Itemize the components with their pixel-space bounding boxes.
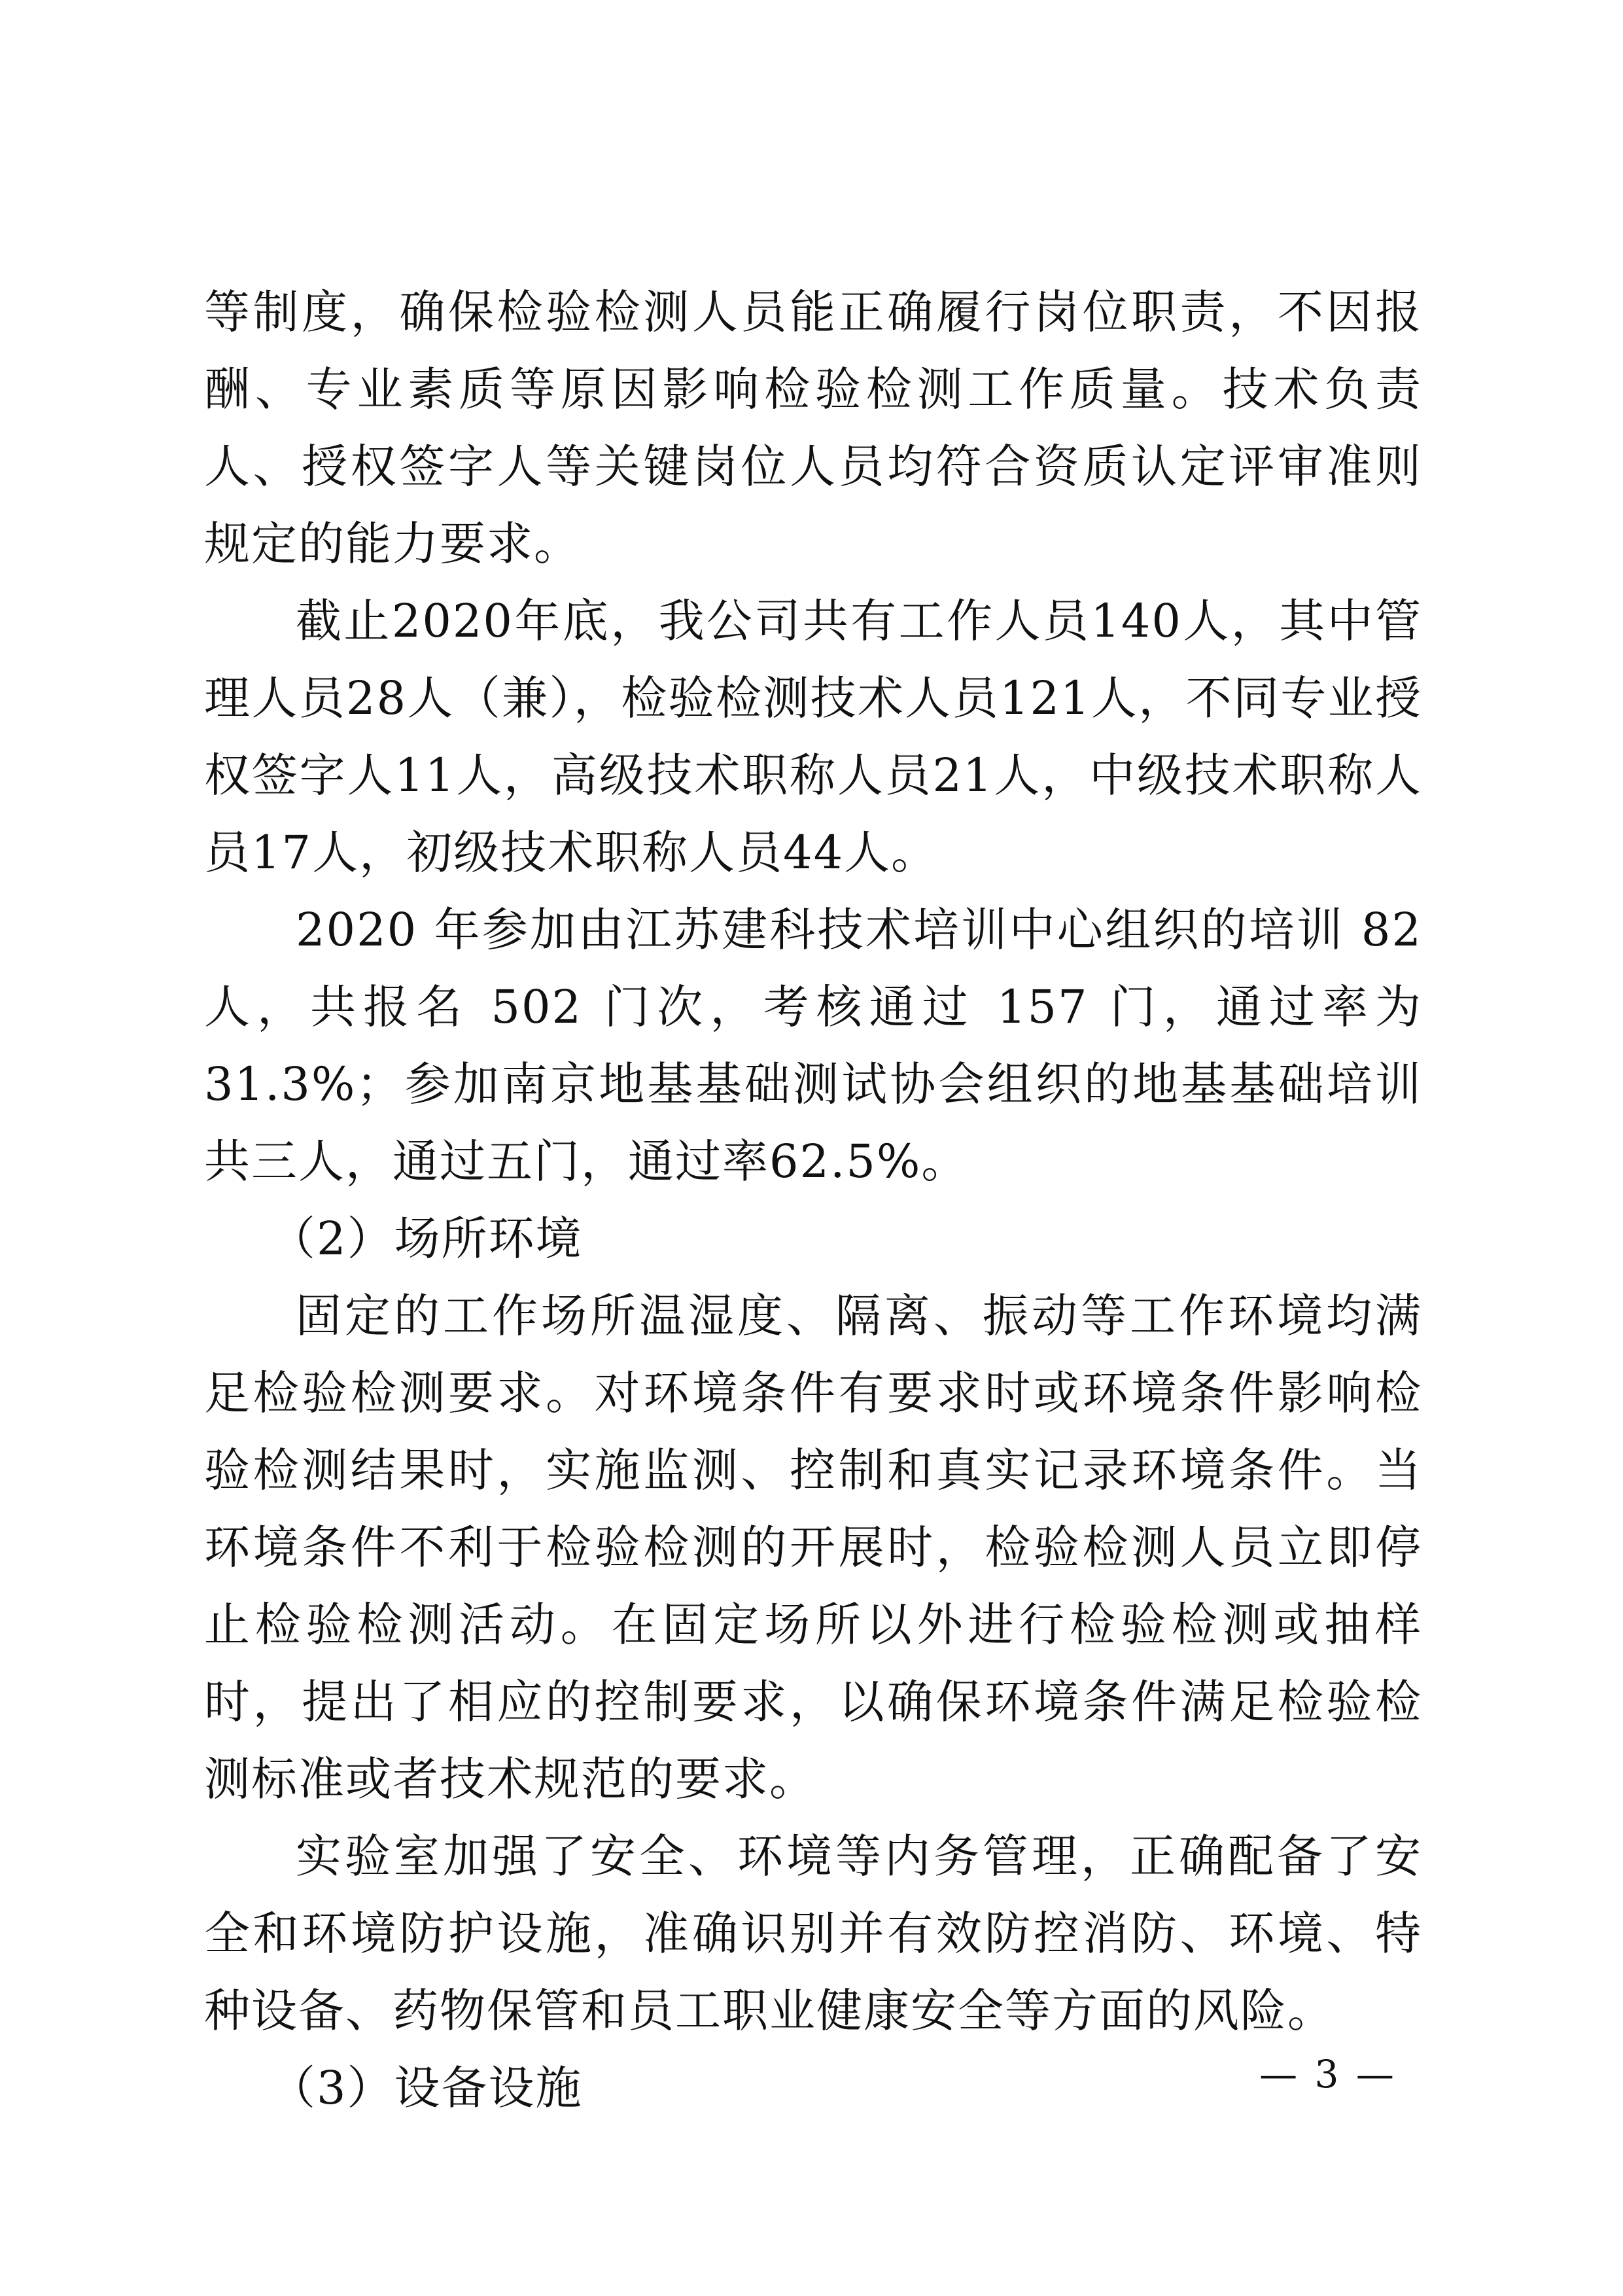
page-number: — 3 — xyxy=(1259,2052,1397,2096)
paragraph-staff-statistics: 截止2020年底，我公司共有工作人员140人，其中管理人员28人（兼），检验检测技术人员121人，不同专业授权签字人11人，高级技术职称人员21人，中级技术职称人员17人，初级技术职称人员44人。 xyxy=(204,594,1422,879)
section-heading-site-environment: （2）场所环境 xyxy=(270,1212,583,1265)
paragraph-training-results: 2020 年参加由江苏建科技术培训中心组织的培训 82 人，共报名 502 门次，考核通过 157 门，通过率为 31.3%；参加南京地基基础测试协会组织的地基基础培训共三人，通过五门，通过率62.5%。 xyxy=(204,903,1422,1188)
page-body xyxy=(204,274,1422,2127)
paragraph-laboratory-safety: 实验室加强了安全、环境等内务管理，正确配备了安全和环境防护设施，准确识别并有效防控消防、环境、特种设备、药物保管和员工职业健康安全等方面的风险。 xyxy=(204,1829,1422,2038)
paragraph-personnel-duties: 等制度，确保检验检测人员能正确履行岗位职责，不因报酬、专业素质等原因影响检验检测工作质量。技术负责人、授权签字人等关键岗位人员均符合资质认定评审准则规定的能力要求。 xyxy=(204,285,1422,571)
paragraph-environment-requirements: 固定的工作场所温湿度、隔离、振动等工作环境均满足检验检测要求。对环境条件有要求时或环境条件影响检验检测结果时，实施监测、控制和真实记录环境条件。当环境条件不利于检验检测的开展时，检验检测人员立即停止检验检测活动。在固定场所以外进行检验检测或抽样时，提出了相应的控制要求，以确保环境条件满足检验检测标准或者技术规范的要求。 xyxy=(204,1289,1422,1806)
section-heading-equipment-facilities: （3）设备设施 xyxy=(270,2061,583,2115)
